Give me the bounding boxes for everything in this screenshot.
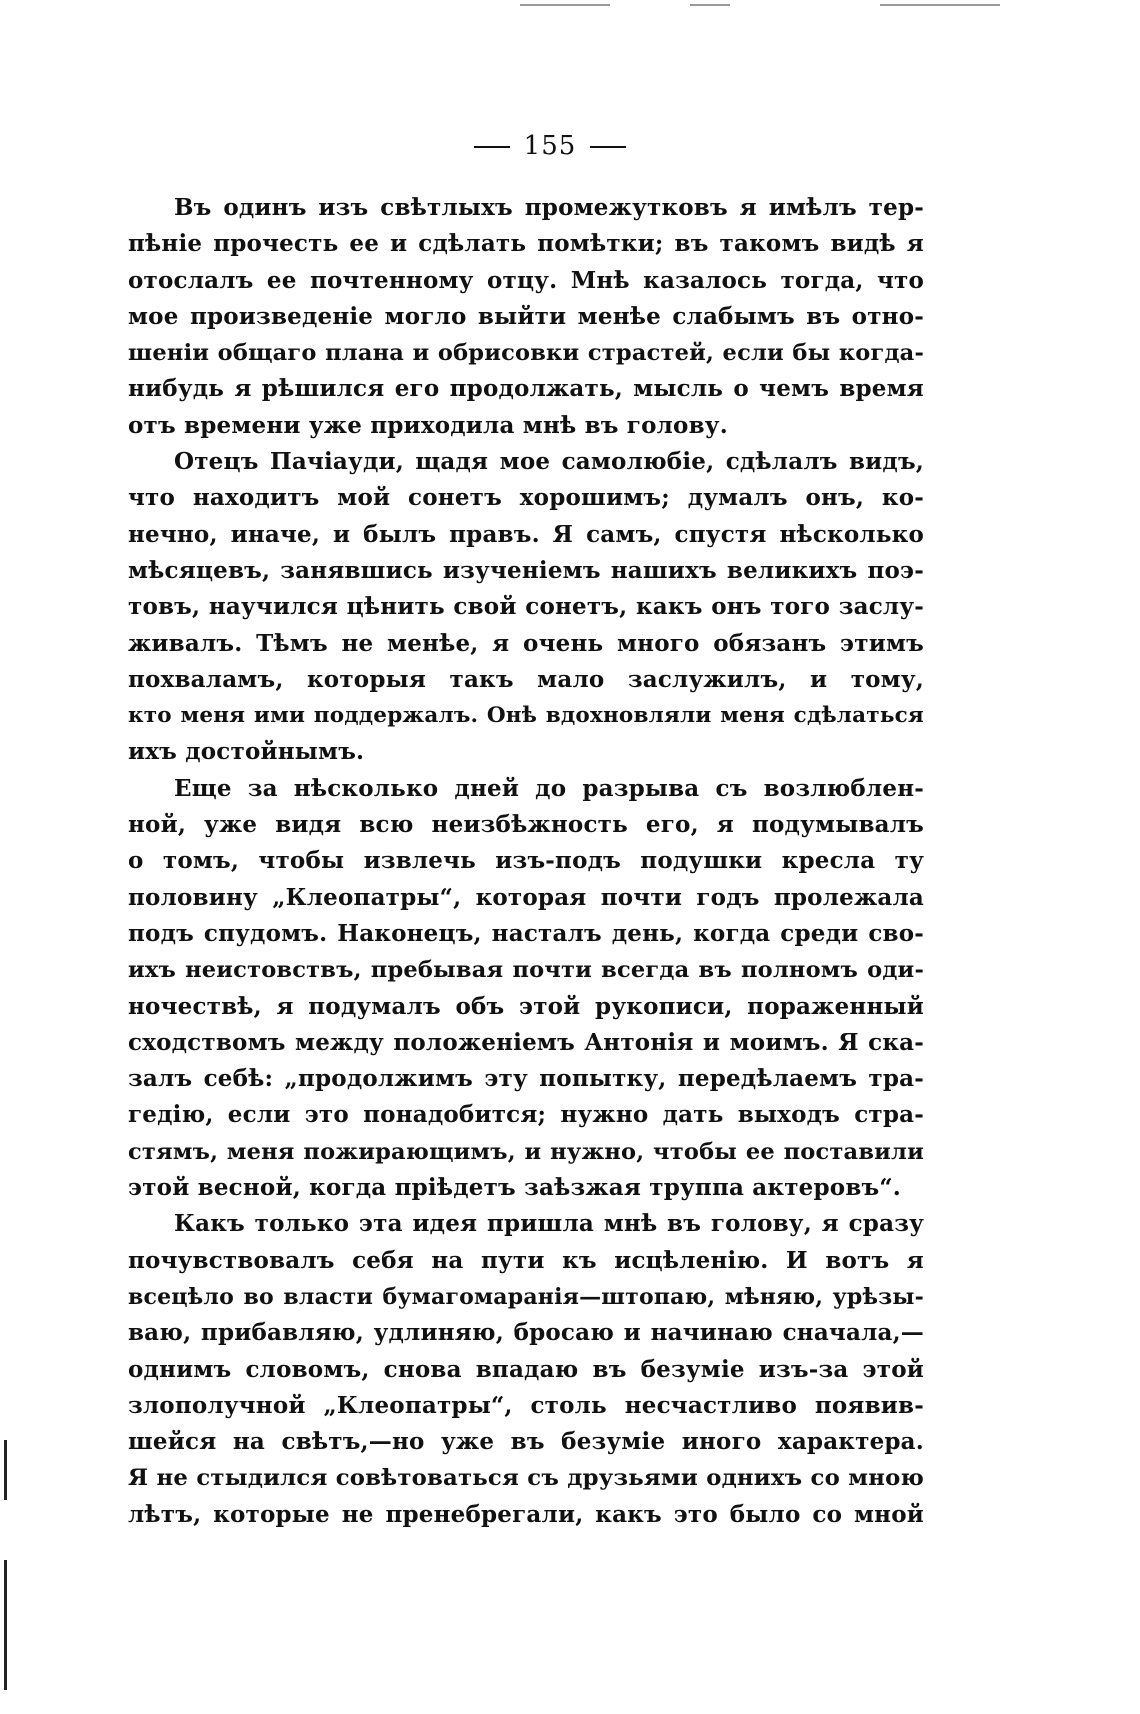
- text-line: почувствовалъ себя на пути къ исцѣленію. И вотъ я: [128, 1246, 924, 1274]
- text-line: лѣтъ, которые не пренебрегали, какъ это было со мной: [128, 1500, 924, 1528]
- text-line: сходствомъ между положеніемъ Антонія и моимъ. Я ска-: [128, 1028, 924, 1056]
- text-line: отослалъ ее почтенному отцу. Мнѣ казалось тогда, что: [128, 266, 924, 294]
- text-line: похваламъ, которыя такъ мало заслужилъ, и тому,: [128, 665, 924, 693]
- page-number-value: 155: [523, 131, 577, 161]
- page-number-dash-right: [590, 146, 626, 148]
- text-line: о томъ, чтобы извлечь изъ-подъ подушки кресла ту: [128, 847, 924, 875]
- scan-artifact-edge: [4, 1560, 7, 1690]
- text-line: нечно, иначе, и былъ правъ. Я самъ, спустя нѣсколько: [128, 520, 924, 548]
- text-line: живалъ. Тѣмъ не менѣе, я очень много обязанъ этимъ: [128, 629, 924, 657]
- scan-artifact-top: [690, 4, 730, 6]
- text-line: шеніи общаго плана и обрисовки страстей, если бы когда-: [128, 340, 924, 367]
- text-line: этой весной, когда пріѣдетъ заѣзжая труппа актеровъ“.: [128, 1174, 901, 1202]
- text-line: ихъ неистовствъ, пребывая почти всегда въ полномъ оди-: [128, 957, 924, 984]
- body-text: [128, 190, 924, 1533]
- scan-artifact-top: [880, 4, 1000, 6]
- text-line: подъ спудомъ. Наконецъ, насталъ день, когда среди сво-: [128, 919, 924, 947]
- text-line: пѣніе прочесть ее и сдѣлать помѣтки; въ такомъ видѣ я: [128, 230, 924, 258]
- text-line: Я не стыдился совѣтоваться съ друзьями однихъ со мною: [128, 1465, 924, 1492]
- text-line: товъ, научился цѣнить свой сонетъ, какъ онъ того заслу-: [128, 593, 924, 621]
- text-line: Еще за нѣсколько дней до разрыва съ возлюблен-: [174, 774, 924, 802]
- text-line: шейся на свѣтъ,—но уже въ безуміе иного характера.: [128, 1428, 924, 1456]
- text-line: ной, уже видя всю неизбѣжность его, я подумывалъ: [128, 811, 924, 839]
- scan-artifact-top: [520, 4, 610, 6]
- text-line: кто меня ими поддержалъ. Онѣ вдохновляли меня сдѣлаться: [128, 703, 924, 729]
- text-line: всецѣло во власти бумагомаранія—штопаю, мѣняю, урѣзы-: [128, 1283, 924, 1310]
- text-line: злополучной „Клеопатры“, столь несчастливо появив-: [128, 1391, 924, 1419]
- text-line: что находитъ мой сонетъ хорошимъ; думалъ онъ, ко-: [128, 484, 924, 512]
- text-line: однимъ словомъ, снова впадаю въ безуміе изъ-за этой: [128, 1355, 924, 1383]
- text-line: ваю, прибавляю, удлиняю, бросаю и начинаю сначала,—: [128, 1319, 924, 1347]
- text-line: ночествѣ, я подумалъ объ этой рукописи, пораженный: [128, 992, 924, 1020]
- text-line: залъ себѣ: „продолжимъ эту попытку, передѣлаемъ тра-: [128, 1065, 924, 1093]
- text-line: Какъ только эта идея пришла мнѣ въ голову, я сразу: [174, 1210, 924, 1238]
- text-line: ихъ достойнымъ.: [128, 738, 365, 766]
- page-number: [0, 131, 1100, 161]
- page-number-dash-left: [474, 146, 510, 148]
- text-line: Отецъ Пачіауди, щадя мое самолюбіе, сдѣлалъ видъ,: [174, 448, 924, 476]
- text-line: отъ времени уже приходила мнѣ въ голову.: [128, 411, 728, 439]
- text-line: Въ одинъ изъ свѣтлыхъ промежутковъ я имѣлъ тер-: [174, 194, 924, 221]
- text-line: нибудь я рѣшился его продолжать, мысль о чемъ время: [128, 375, 924, 403]
- text-line: половину „Клеопатры“, которая почти годъ пролежала: [128, 883, 924, 911]
- text-line: мѣсяцевъ, занявшись изученіемъ нашихъ великихъ поэ-: [128, 556, 924, 584]
- scan-artifact-edge: [4, 1440, 7, 1500]
- text-line: стямъ, меня пожирающимъ, и нужно, чтобы ее поставили: [128, 1138, 924, 1165]
- text-line: мое произведеніе могло выйти менѣе слабымъ въ отно-: [128, 302, 924, 330]
- text-line: гедію, если это понадобится; нужно дать выходъ стра-: [128, 1101, 924, 1129]
